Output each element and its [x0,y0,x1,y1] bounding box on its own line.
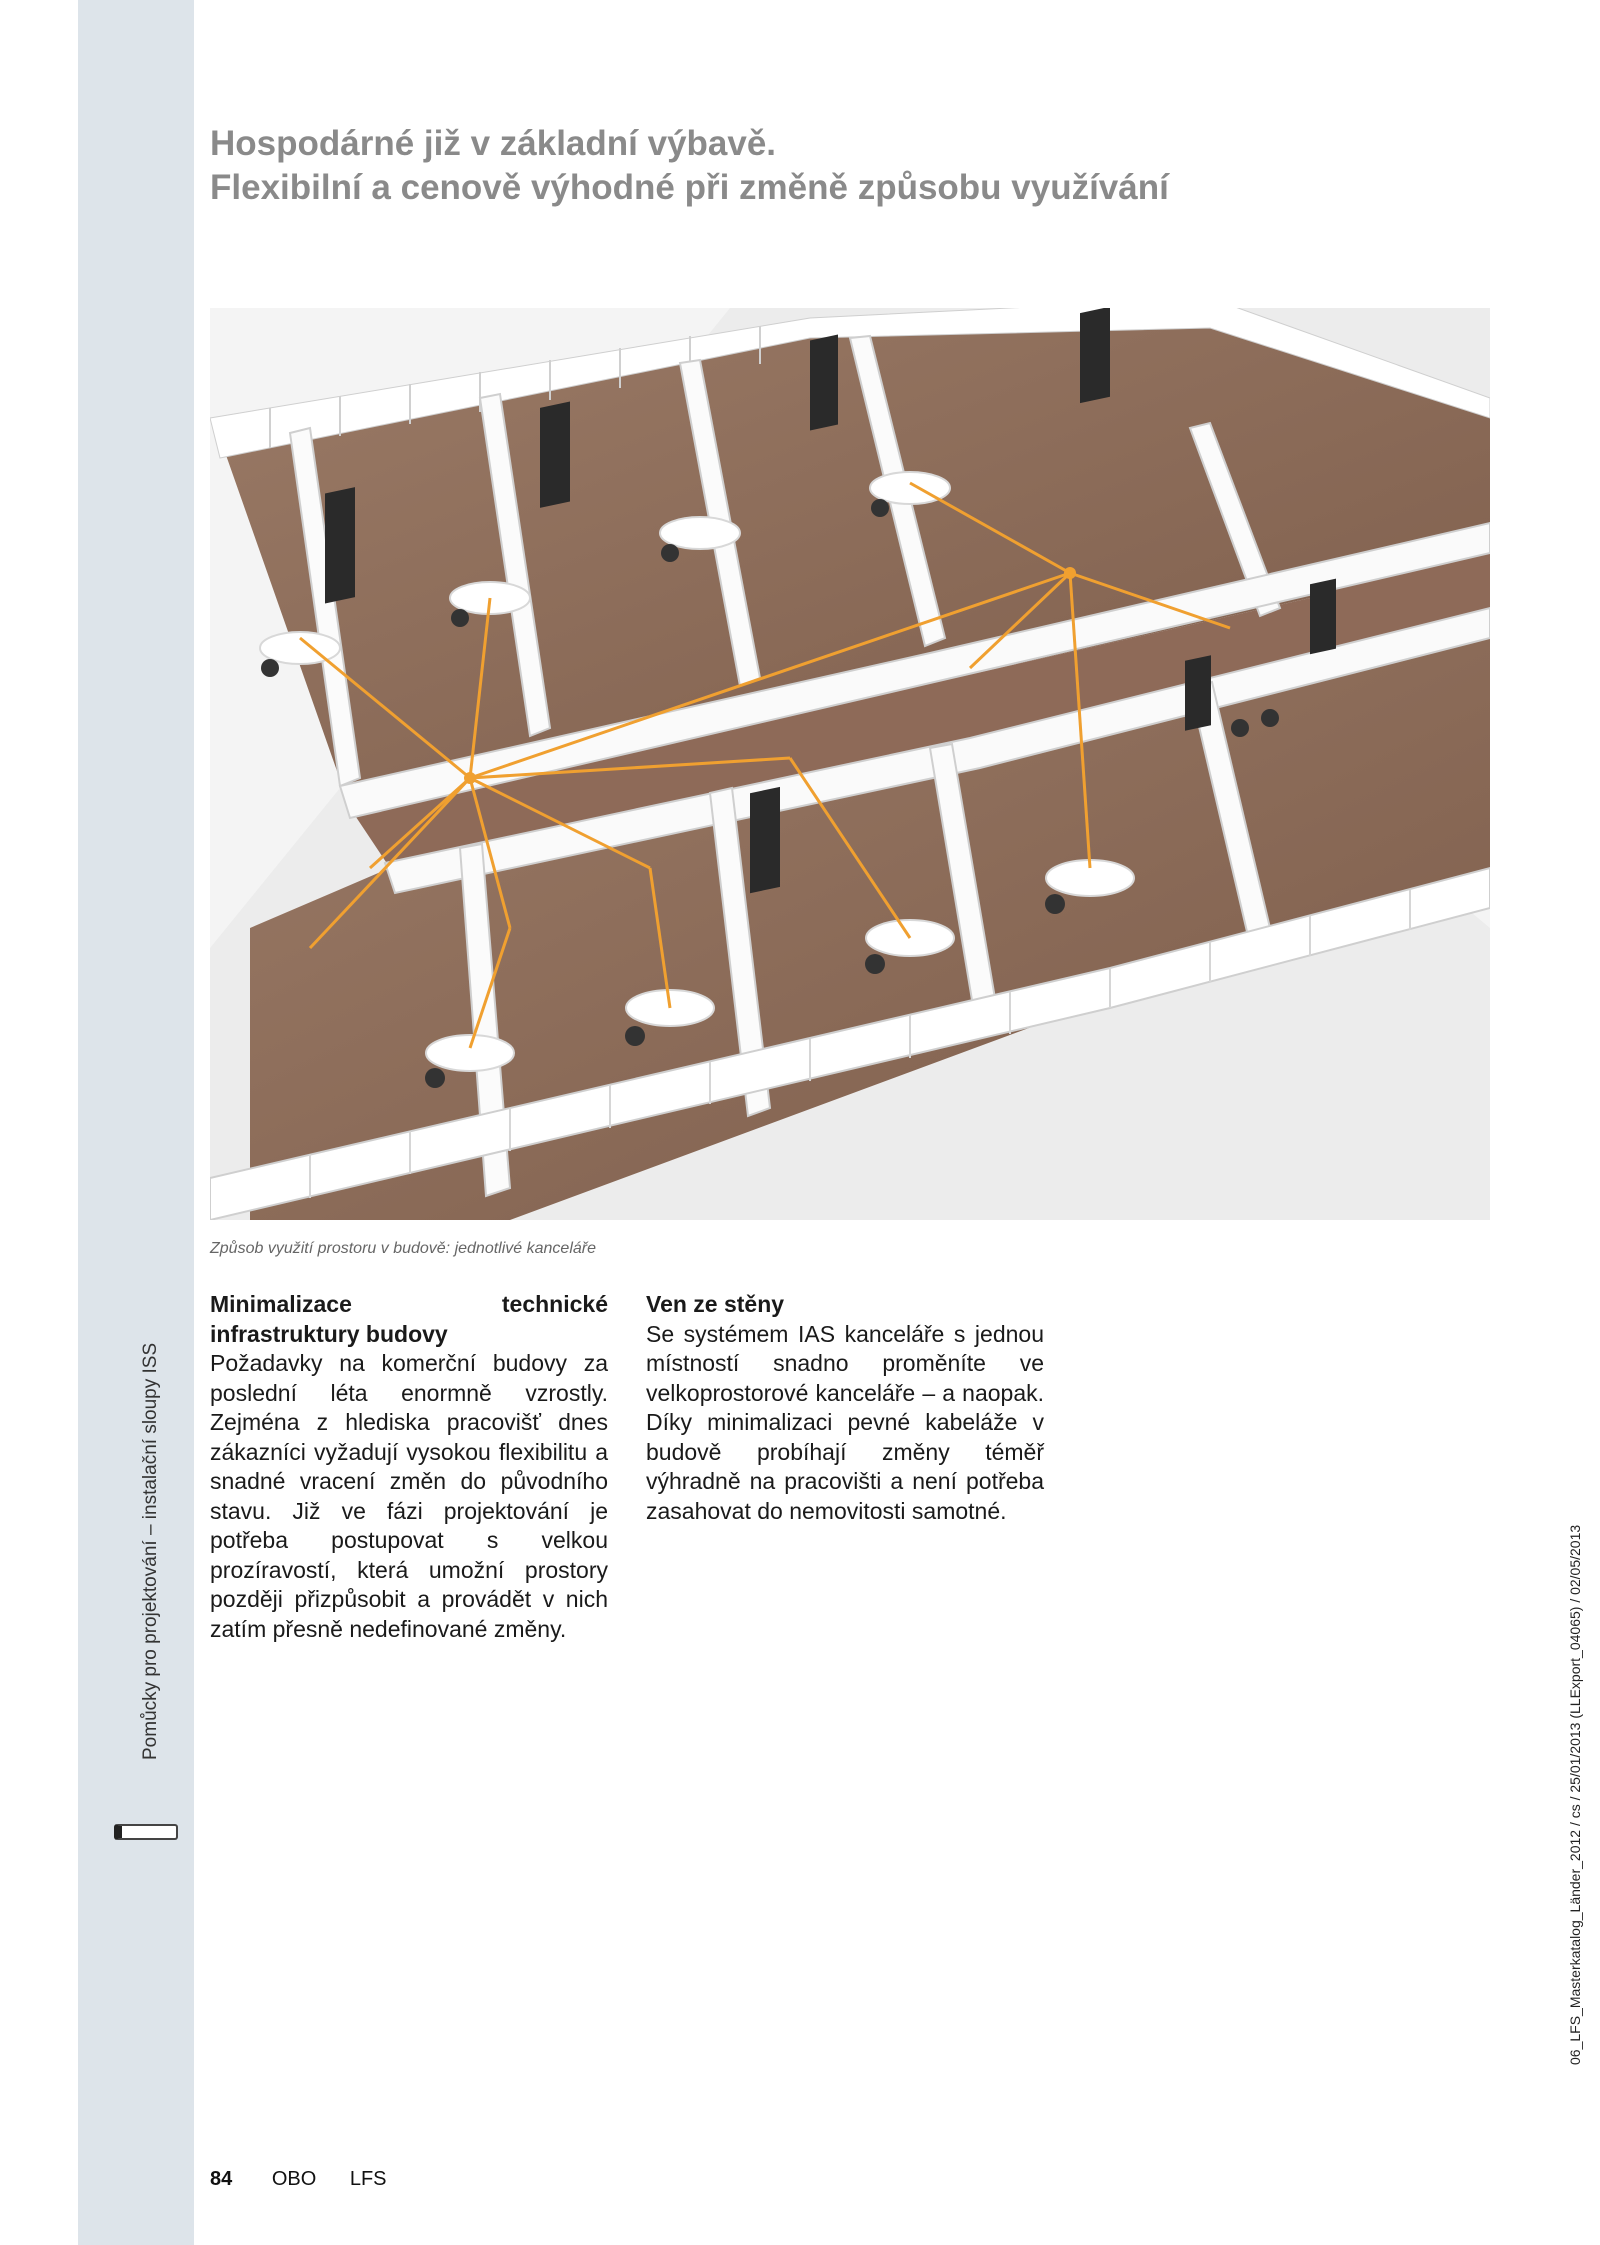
page-footer [210,2168,415,2191]
title-line-2: Flexibilní a cenově výhodné při změně způsobu využívání [210,168,1169,207]
sidebar-label: Pomůcky pro projektování – instalační sloupy ISS [140,1342,161,1760]
left-heading: Minimalizace technické infrastruktury budovy [210,1291,608,1347]
page-number: 84 [210,2168,233,2190]
footer-section: LFS [349,2168,387,2190]
sidebar-tab-marker [114,1824,178,1840]
title-line-1: Hospodárné již v základní výbavě. [210,124,777,163]
text-column-right [646,1290,1044,1526]
figure-caption: Způsob využití prostoru v budově: jednotlivé kanceláře [210,1240,596,1257]
footer-brand: OBO [271,2168,317,2190]
right-heading: Ven ze stěny [646,1291,785,1317]
right-body: Se systémem IAS kanceláře s jednou místností snadno proměníte ve velkoprostorové kanceláře – a naopak. Díky minimalizaci pevné kabeláže v budově probíhají změny téměř výhradně na pracovišti a není potřeba zasahovat do nemovitosti samotné. [646,1320,1044,1524]
text-column-left [210,1290,608,1644]
office-floor-illustration [210,308,1490,1220]
side-reference: 06_LFS_Masterkatalog_Länder_2012 / cs / 25/01/2013 (LLExport_04065) / 02/05/2013 [1567,1524,1583,2065]
left-body: Požadavky na komerční budovy za poslední léta enormně vzrostly. Zejména z hlediska pracovišť dnes zákazníci vyžadují vysokou flexibilitu a snadné vracení změn do původního stavu. Již ve fázi projektování je potřeba postupovat s velkou prozíravostí, která umožní prostory později přizpůsobit a provádět v nich zatím přesně nedefinované změny. [210,1350,608,1642]
page-title [210,122,1169,210]
sidebar-band [78,0,194,2245]
floor-plan-render [210,308,1490,1220]
